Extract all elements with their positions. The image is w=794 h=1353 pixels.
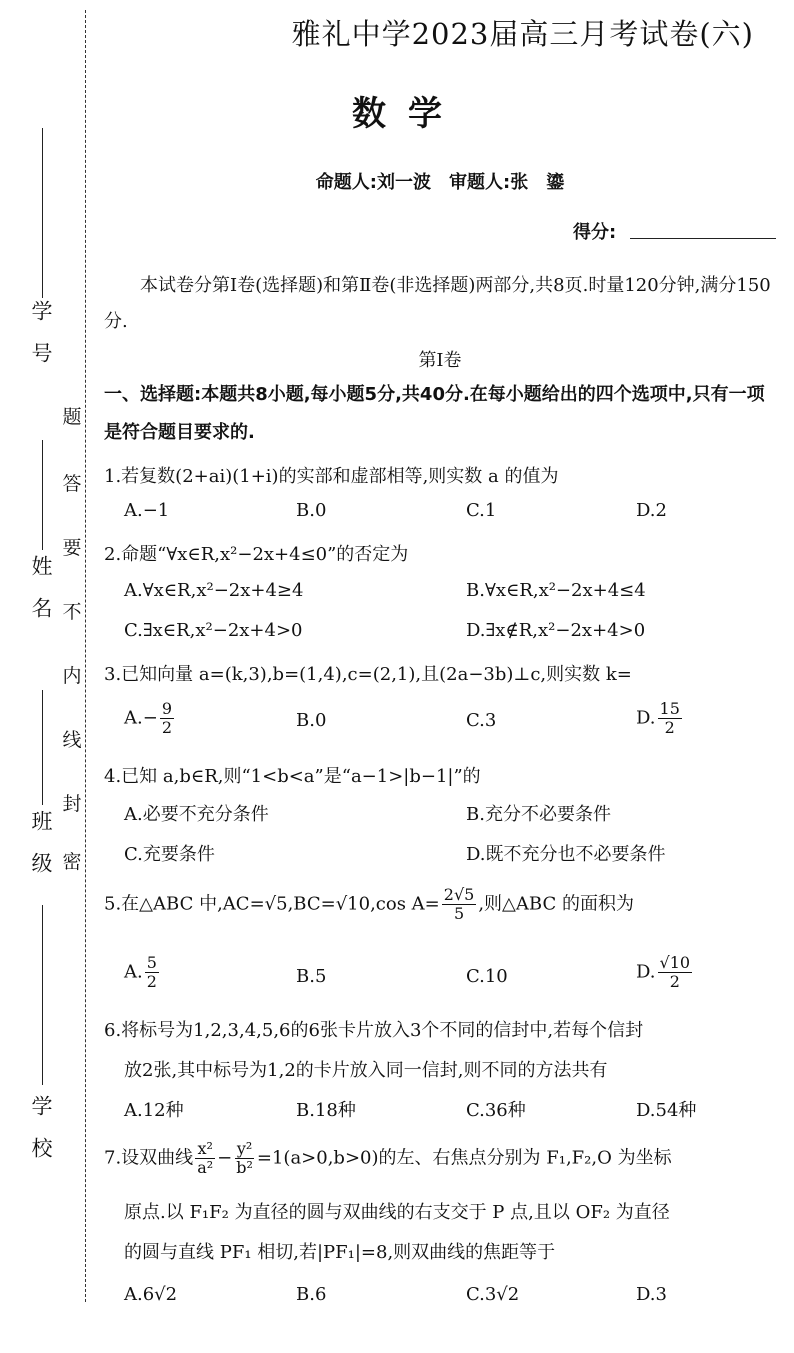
q7-x-den: a² [197,1158,214,1177]
score-label: 得分: [573,222,617,243]
q3-option-c: C.3 [466,710,497,731]
q3-d-num: 15 [659,699,680,718]
q5-stem-pre: 5.在△ABC 中,AC=√5,BC=√10,cos A= [104,893,440,915]
q1-option-c: C.1 [466,500,497,521]
seal-char: 密 [62,851,82,873]
q3-d-fraction [658,700,682,737]
seal-char: 不 [62,601,82,623]
q3-a-num: 9 [161,699,172,718]
q5-option-c: C.10 [466,966,508,987]
xuehao-line [42,128,43,298]
q7-y-num: y² [236,1139,253,1158]
q7-x-num: x² [197,1139,213,1158]
q7-y-fraction [234,1140,255,1177]
q5-option-a [124,954,161,991]
subject-title: 数学 [352,94,464,134]
question-7-stem-line1 [104,1140,672,1177]
seal-dashed-line [85,10,86,1302]
q1-option-a: A.−1 [124,500,170,521]
q3-a-prefix: A.− [124,707,158,729]
q5-d-fraction [658,954,693,991]
part-heading: 第Ⅰ卷 [418,350,462,371]
q7-stem-pre: 7.设双曲线 [104,1147,194,1169]
q4-option-c: C.充要条件 [124,844,215,865]
score-blank[interactable] [630,238,776,239]
q5-cos-fraction [442,886,477,923]
seal-char: 线 [62,729,82,751]
q1-option-d: D.2 [636,500,667,521]
seal-char: 答 [62,473,82,495]
seal-char: 内 [62,665,82,687]
q5-stem-post: ,则△ABC 的面积为 [478,893,634,915]
q7-option-a: A.6√2 [124,1284,178,1305]
q7-y-den: b² [236,1158,253,1177]
xingming-line [42,440,43,550]
q6-option-b: B.18种 [296,1100,356,1121]
q2-option-a: A.∀x∈R,x²−2x+4≥4 [124,580,304,601]
q5-a-prefix: A. [124,961,143,983]
xingming-label: 姓 名 [29,555,53,618]
q7-x-fraction [195,1140,215,1177]
q3-d-den: 2 [664,718,675,737]
question-6-stem-line2: 放2张,其中标号为1,2的卡片放入同一信封,则不同的方法共有 [124,1060,608,1081]
xuehao-label: 学 号 [29,300,53,363]
q3-option-b: B.0 [296,710,327,731]
intro-paragraph: 本试卷分第Ⅰ卷(选择题)和第Ⅱ卷(非选择题)两部分,共8页.时量120分钟,满分150分. [104,275,771,332]
seal-char: 题 [62,406,82,428]
seal-char: 封 [62,793,82,815]
question-7-stem-line2: 原点.以 F₁F₂ 为直径的圆与双曲线的右支交于 P 点,且以 OF₂ 为直径 [124,1202,670,1223]
xuexiao-label: 学 校 [29,1095,53,1158]
question-1-stem: 1.若复数(2+ai)(1+i)的实部和虚部相等,则实数 a 的值为 [104,466,559,487]
q5-a-den: 2 [146,972,157,991]
exam-title: 雅礼中学2023届高三月考试卷(六) [291,17,754,51]
section-heading: 一、选择题:本题共8小题,每小题5分,共40分.在每小题给出的四个选项中,只有一项是符合题目要求的. [104,384,765,443]
q3-option-d [636,700,684,737]
xuexiao-line [42,905,43,1085]
q2-option-c: C.∃x∈R,x²−2x+4>0 [124,620,303,641]
q5-frac-den: 5 [453,904,465,923]
question-6-stem-line1: 6.将标号为1,2,3,4,5,6的6张卡片放入3个不同的信封中,若每个信封 [104,1020,644,1041]
banji-label: 班 级 [29,810,53,873]
question-7-stem-line3: 的圆与直线 PF₁ 相切,若|PF₁|=8,则双曲线的焦距等于 [124,1242,556,1263]
question-2-stem: 2.命题“∀x∈R,x²−2x+4≤0”的否定为 [104,544,409,565]
q3-d-prefix: D. [636,707,656,729]
q5-option-b: B.5 [296,966,327,987]
q3-option-a [124,700,176,737]
q5-d-num: √10 [659,953,691,972]
q6-option-d: D.54种 [636,1100,697,1121]
q3-a-den: 2 [161,718,172,737]
q5-d-den: 2 [669,972,680,991]
banji-line [42,690,43,805]
q4-option-a: A.必要不充分条件 [124,804,269,825]
q7-minus: − [217,1147,233,1169]
q5-frac-num: 2√5 [443,885,475,904]
question-4-stem: 4.已知 a,b∈R,则“1<b<a”是“a−1>|b−1|”的 [104,766,481,787]
q4-option-b: B.充分不必要条件 [466,804,611,825]
seal-char: 要 [62,537,82,559]
q7-option-b: B.6 [296,1284,327,1305]
q5-d-prefix: D. [636,961,656,983]
q6-option-a: A.12种 [124,1100,184,1121]
q5-option-d [636,954,694,991]
q7-stem-post: =1(a>0,b>0)的左、右焦点分别为 F₁,F₂,O 为坐标 [256,1147,672,1169]
q2-option-b: B.∀x∈R,x²−2x+4≤4 [466,580,646,601]
question-3-stem: 3.已知向量 a=(k,3),b=(1,4),c=(2,1),且(2a−3b)⊥c,则实数 k= [104,664,632,685]
q6-option-c: C.36种 [466,1100,526,1121]
q1-option-b: B.0 [296,500,327,521]
q5-a-num: 5 [146,953,157,972]
q2-option-d: D.∃x∉R,x²−2x+4>0 [466,620,646,641]
q7-option-c: C.3√2 [466,1284,520,1305]
authors-line: 命题人:刘一波 审题人:张 鎏 [315,172,565,193]
question-5-stem [104,886,634,923]
q5-a-fraction [145,954,159,991]
q7-option-d: D.3 [636,1284,667,1305]
q4-option-d: D.既不充分也不必要条件 [466,844,666,865]
q3-a-fraction [160,700,174,737]
